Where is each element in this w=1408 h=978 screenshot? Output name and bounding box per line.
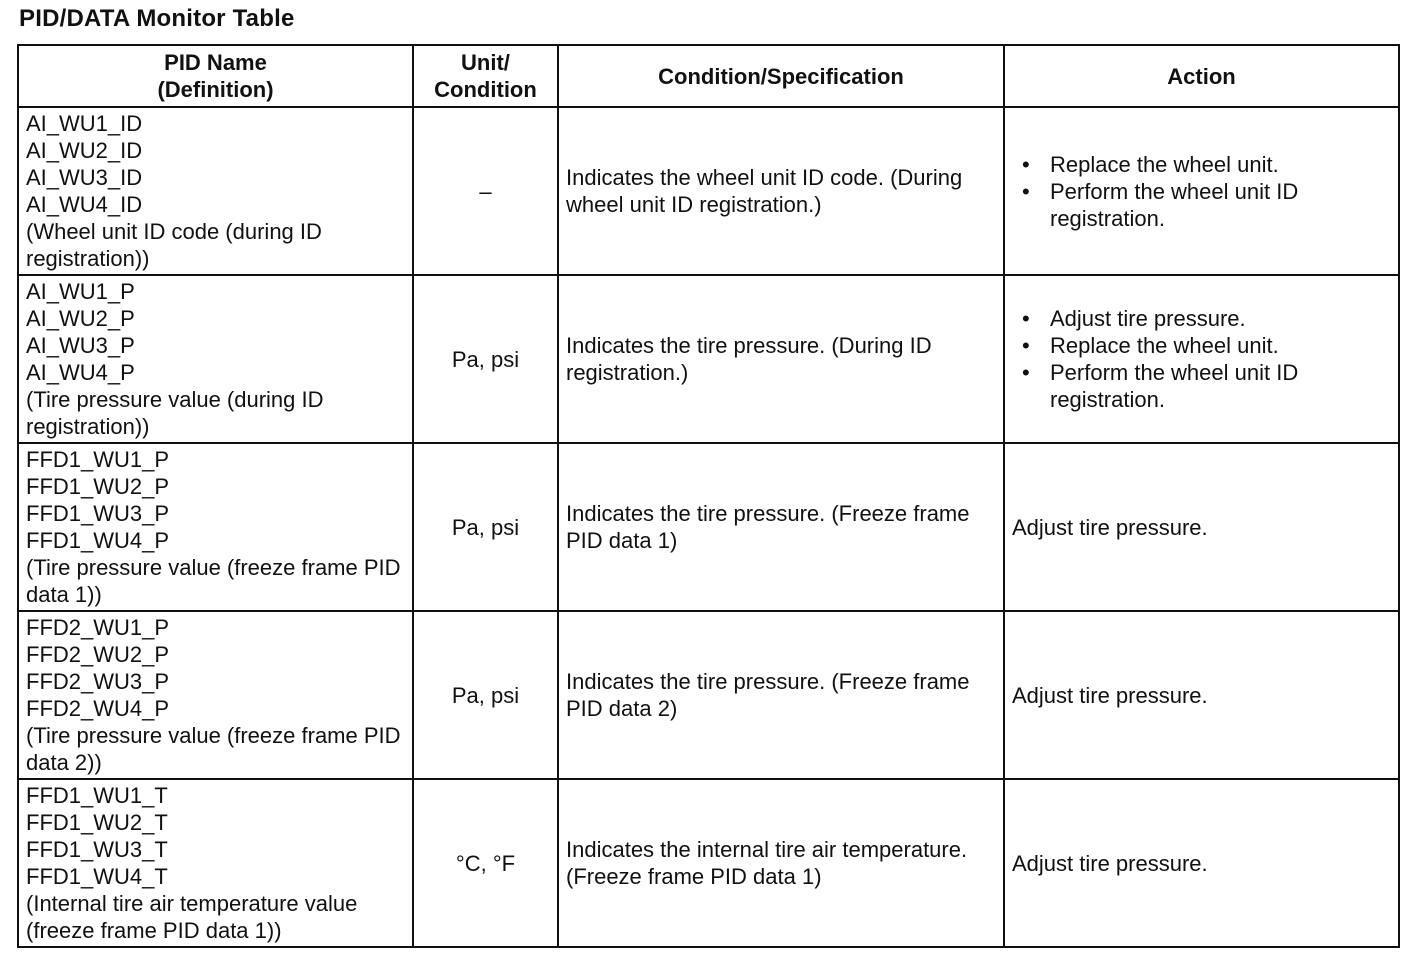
pid-name: FFD2_WU2_P [26,642,170,667]
unit-cell: °C, °F [413,779,558,947]
action-item: • Replace the wheel unit. [1012,151,1391,178]
unit-cell: Pa, psi [413,443,558,611]
pid-definition: (Tire pressure value (during ID registration)) [26,387,324,439]
pid-name-cell [18,443,413,611]
condition-cell: Indicates the internal tire air temperature. (Freeze frame PID data 1) [558,779,1004,947]
table-row [18,107,1399,275]
pid-name: AI_WU2_ID [26,138,143,163]
pid-name: FFD2_WU4_P [26,696,170,721]
header-action: Action [1004,45,1399,107]
pid-name: FFD1_WU2_T [26,810,168,835]
header-pid-name [18,45,413,107]
pid-name: FFD2_WU3_P [26,669,170,694]
pid-data-monitor-table [17,44,1400,948]
pid-name: FFD2_WU1_P [26,615,170,640]
action-cell [1004,107,1399,275]
action-item: • Adjust tire pressure. [1012,305,1391,332]
pid-name: AI_WU3_P [26,333,135,358]
pid-definition: (Tire pressure value (freeze frame PID data 2)) [26,723,401,775]
unit-cell: Pa, psi [413,611,558,779]
pid-name-cell [18,611,413,779]
pid-name: AI_WU1_P [26,279,135,304]
action-cell: Adjust tire pressure. [1004,611,1399,779]
pid-name-cell [18,107,413,275]
pid-name: AI_WU1_ID [26,111,143,136]
page-title: PID/DATA Monitor Table [19,5,295,32]
action-cell: Adjust tire pressure. [1004,443,1399,611]
pid-name: AI_WU4_P [26,360,135,385]
header-row [18,45,1399,107]
condition-cell: Indicates the tire pressure. (During ID registration.) [558,275,1004,443]
pid-name: FFD1_WU1_T [26,783,168,808]
action-list [1012,151,1391,232]
action-cell: Adjust tire pressure. [1004,779,1399,947]
action-list [1012,305,1391,413]
table-row [18,275,1399,443]
header-pid-name-line1: PID Name [164,50,267,75]
pid-name: FFD1_WU4_P [26,528,170,553]
pid-definition: (Internal tire air temperature value (freeze frame PID data 1)) [26,891,358,943]
pid-definition: (Tire pressure value (freeze frame PID data 1)) [26,555,401,607]
condition-cell: Indicates the wheel unit ID code. (During wheel unit ID registration.) [558,107,1004,275]
action-cell [1004,275,1399,443]
header-unit-line1: Unit/ [461,50,510,75]
pid-name: FFD1_WU1_P [26,447,170,472]
condition-cell: Indicates the tire pressure. (Freeze frame PID data 2) [558,611,1004,779]
pid-name-cell [18,275,413,443]
action-item: • Perform the wheel unit ID registration. [1012,359,1391,413]
header-condition: Condition/Specification [558,45,1004,107]
action-item: • Perform the wheel unit ID registration. [1012,178,1391,232]
pid-definition: (Wheel unit ID code (during ID registration)) [26,219,322,271]
pid-name: FFD1_WU3_P [26,501,170,526]
condition-cell: Indicates the tire pressure. (Freeze frame PID data 1) [558,443,1004,611]
action-item: • Replace the wheel unit. [1012,332,1391,359]
table-row [18,611,1399,779]
table-row [18,443,1399,611]
table-row [18,779,1399,947]
header-unit-line2: Condition [434,77,537,102]
pid-name: AI_WU4_ID [26,192,143,217]
header-pid-name-line2: (Definition) [157,77,274,102]
pid-name: AI_WU2_P [26,306,135,331]
pid-name: FFD1_WU3_T [26,837,168,862]
pid-name: FFD1_WU4_T [26,864,168,889]
pid-name-cell [18,779,413,947]
unit-cell: Pa, psi [413,275,558,443]
pid-name: AI_WU3_ID [26,165,143,190]
header-unit [413,45,558,107]
pid-name: FFD1_WU2_P [26,474,170,499]
unit-cell: – [413,107,558,275]
